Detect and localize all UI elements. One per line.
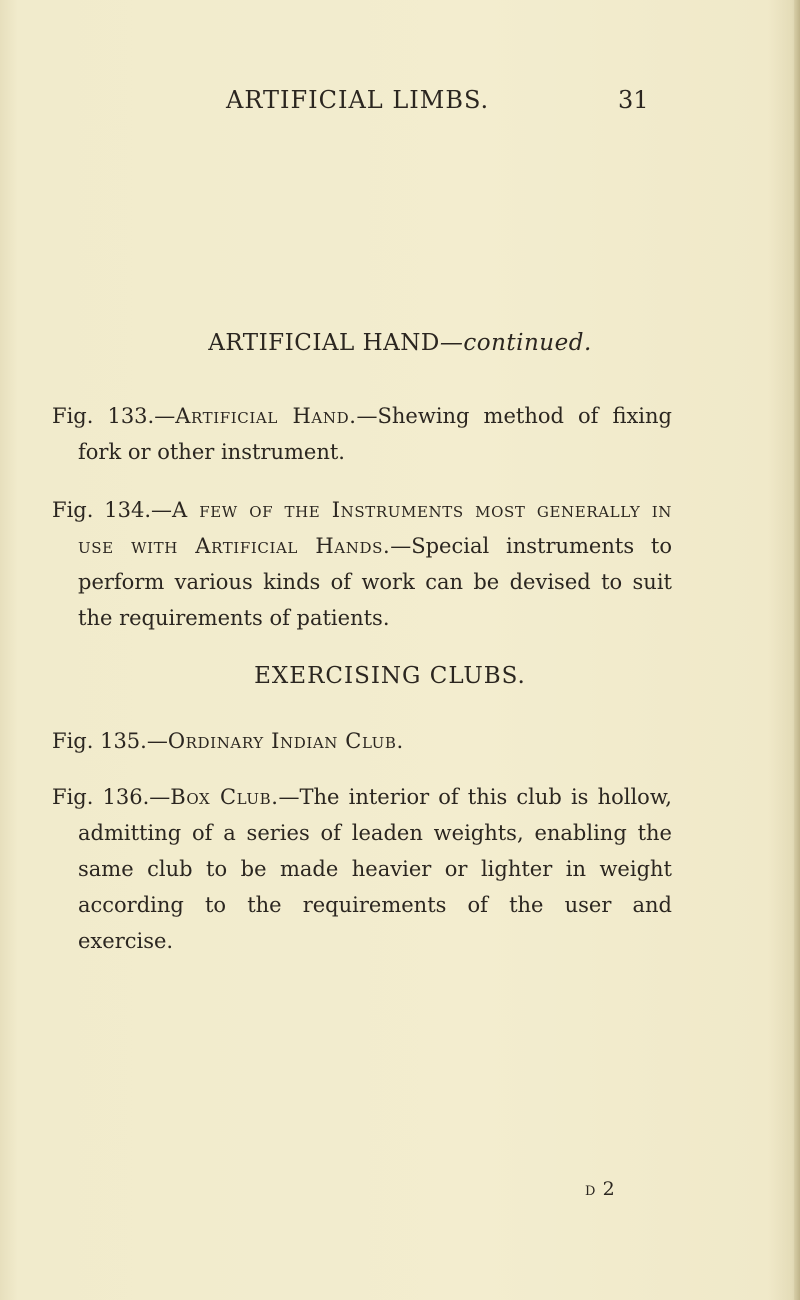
figure-number: Fig. 135.— xyxy=(52,729,168,753)
figure-number: Fig. 136.— xyxy=(52,785,171,809)
figure-description: —Special instruments to perform various kinds of work can be devised to suit the requirements of patients. xyxy=(78,534,672,630)
figure-number: Fig. 133.— xyxy=(52,404,176,428)
running-head xyxy=(0,86,800,116)
figure-entry-135 xyxy=(52,723,672,759)
figure-entry-133 xyxy=(52,398,672,470)
figure-caption: Ordinary Indian Club. xyxy=(167,729,404,753)
figure-caption: Artificial Hand. xyxy=(175,404,357,428)
subsection-title: EXERCISING CLUBS. xyxy=(254,663,526,689)
figure-description: —The interior of this club is hollow, admitting of a series of leaden weights, enabling the same club to be made heavier or lighter in weight according to the requirements of the user and exercise. xyxy=(78,785,672,953)
running-title: ARTIFICIAL LIMBS. xyxy=(226,86,490,114)
section-title-text: ARTIFICIAL HAND xyxy=(208,330,440,356)
figure-description: —Shewing method of fixing fork or other instrument. xyxy=(78,404,672,464)
section-title-continued: —continued. xyxy=(439,330,592,356)
figure-number: Fig. 134.— xyxy=(52,498,172,522)
section-title xyxy=(0,330,800,356)
figure-caption: A few of the Instruments most generally in use with Artificial Hands. xyxy=(78,498,672,558)
signature-text: d 2 xyxy=(585,1178,616,1200)
figure-entry-134 xyxy=(52,492,672,636)
page-edge xyxy=(794,0,800,1300)
signature-mark xyxy=(585,1178,615,1200)
page-number: 31 xyxy=(618,86,649,114)
figure-entry-136 xyxy=(52,779,672,959)
figure-caption: Box Club. xyxy=(170,785,279,809)
